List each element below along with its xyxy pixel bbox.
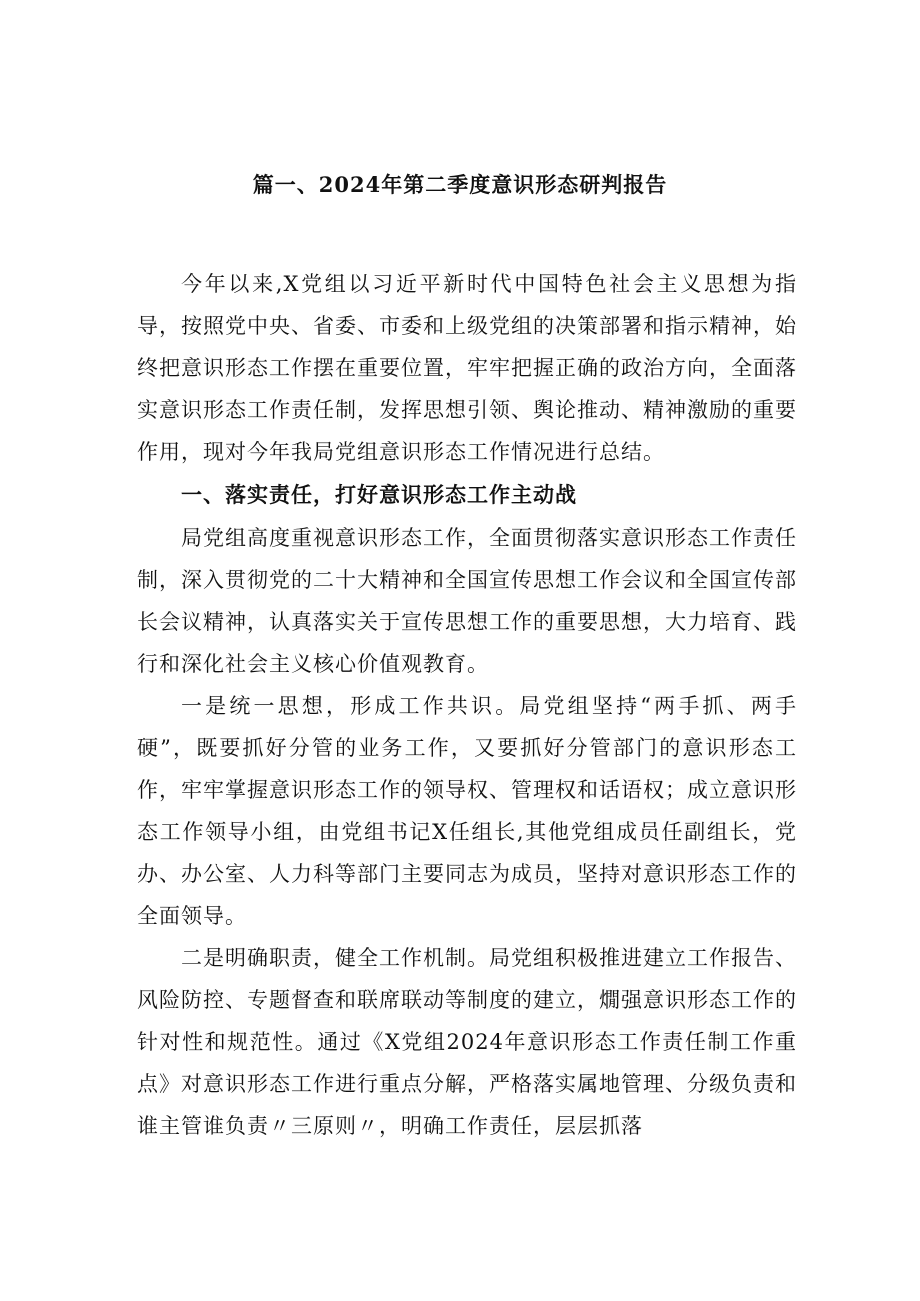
body-paragraph: 二是明确职责，健全工作机制。局党组积极推进建立工作报告、风险防控、专题督查和联席联动等制度的建立，燗强意识形态工作的针对性和规范性。通过《X党组2024年意识形态工作责任制工作重点》对意识形态工作进行重点分解，严格落实属地管理、分级负责和谁主管谁负责〃三原则〃，明确工作责任，层层抓落: [137, 946, 797, 1138]
document-title: 篇一、2024年第二季度意识形态研判报告: [252, 172, 668, 197]
document-body: [137, 263, 797, 1147]
body-paragraph: 局党组高度重视意识形态工作，全面贯彻落实意识形态工作责任制，深入贯彻党的二十大精神和全国宣传思想工作会议和全国宣传部长会议精神，认真落实关于宣传思想工作的重要思想，大力培育、践行和深化社会主义核心价值观教育。: [137, 526, 797, 676]
body-paragraph: 一是统一思想，形成工作共识。局党组坚持“两手抓、两手硬”，既要抓好分管的业务工作，又要抓好分管部门的意识形态工作，牢牢掌握意识形态工作的领导权、管理权和话语权；成立意识形态工作领导小组，由党组书记X任组长,其他党组成员任副组长，党办、办公室、人力科等部门主要同志为成员，坚持对意识形态工作的全面领导。: [137, 694, 797, 928]
section-heading: 一、落实责任，打好意识形态工作主动战: [181, 482, 577, 507]
intro-paragraph: 今年以来,X党组以习近平新时代中国特色社会主义思想为指导，按照党中央、省委、市委和上级党组的决策部署和指示精神，始终把意识形态工作摆在重要位置，牢牢把握正确的政治方向，全面落实意识形态工作责任制，发挥思想引领、舆论推动、精神激励的重要作用，现对今年我局党组意识形态工作情况进行总结。: [137, 272, 797, 464]
